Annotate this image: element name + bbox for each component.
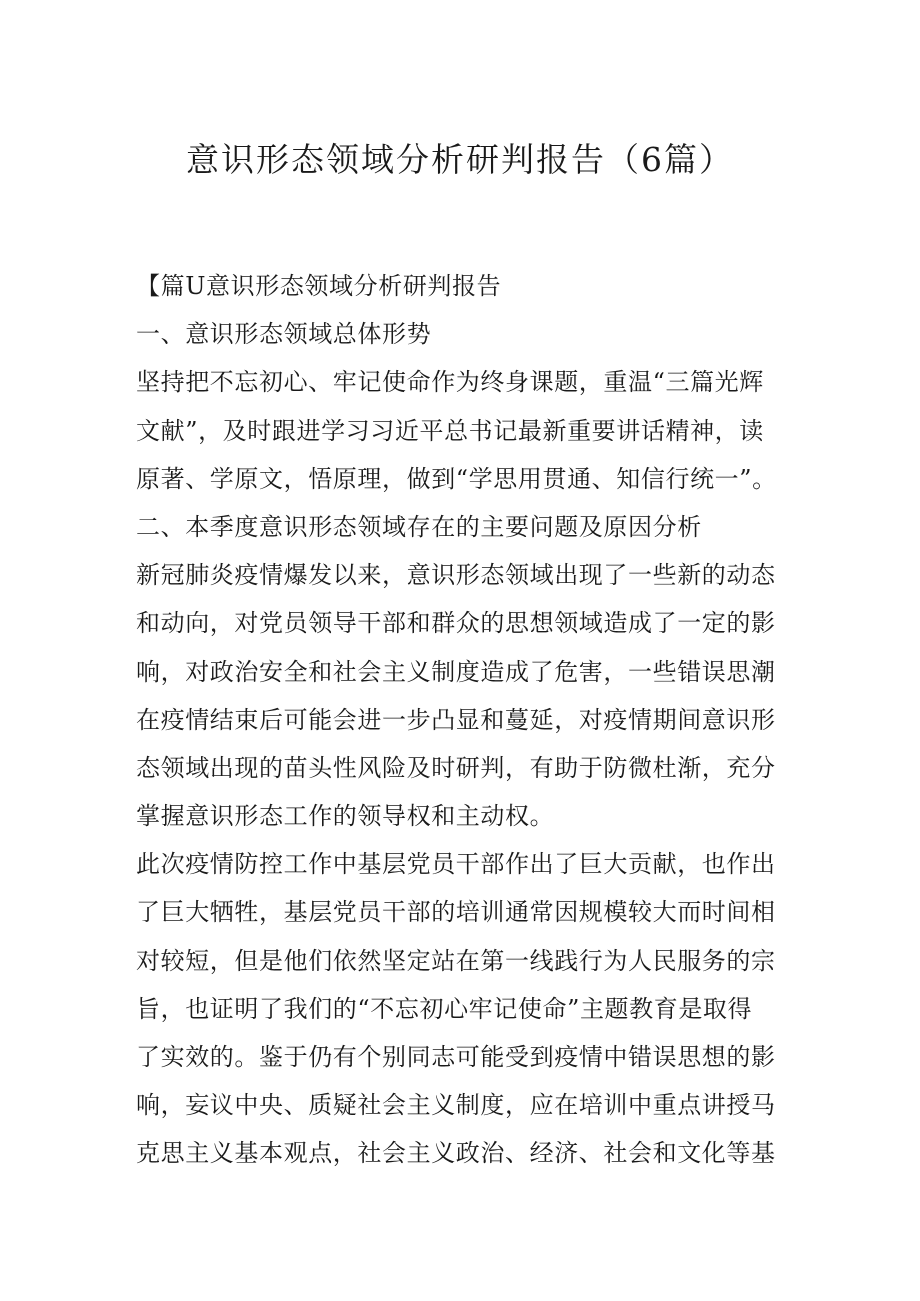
- paragraph-line: 态领域出现的苗头性风险及时研判，有助于防微杜渐，充分: [136, 753, 776, 782]
- paragraph-line: 了实效的。鉴于仍有个别同志可能受到疫情中错误思想的影: [136, 1043, 776, 1071]
- section-heading-2: 二、本季度意识形态领域存在的主要问题及原因分析: [136, 512, 702, 541]
- paragraph-line: 了巨大牺牲，基层党员干部的培训通常因规模较大而时间相: [136, 898, 776, 927]
- section-heading-1: 一、意识形态领域总体形势: [136, 320, 432, 349]
- paragraph-line: 对较短，但是他们依然坚定站在第一线践行为人民服务的宗: [136, 946, 776, 975]
- paragraph-line: 原著、学原文，悟原理，做到“学思用贯通、知信行统一”。: [136, 464, 777, 493]
- paragraph-line: 响，妄议中央、质疑社会主义制度，应在培训中重点讲授马: [136, 1091, 776, 1120]
- section-heading-article-1: 【篇U意识形态领域分析研判报告: [136, 272, 502, 300]
- paragraph-line: 新冠肺炎疫情爆发以来，意识形态领域出现了一些新的动态: [136, 561, 776, 590]
- paragraph-line: 此次疫情防控工作中基层党员干部作出了巨大贡献，也作出: [136, 850, 776, 879]
- paragraph-line: 和动向，对党员领导干部和群众的思想领域造成了一定的影: [136, 609, 776, 638]
- paragraph-line: 响，对政治安全和社会主义制度造成了危害，一些错误思潮: [136, 657, 776, 686]
- paragraph-line: 坚持把不忘初心、牢记使命作为终身课题，重温“三篇光辉: [136, 368, 764, 397]
- paragraph-line: 克思主义基本观点，社会主义政治、经济、社会和文化等基: [136, 1139, 776, 1168]
- paragraph-line: 旨，也证明了我们的“不忘初心牢记使命”主题教育是取得: [136, 994, 753, 1023]
- paragraph-line: 掌握意识形态工作的领导权和主动权。: [136, 802, 555, 831]
- paragraph-line: 文献”，及时跟进学习习近平总书记最新重要讲话精神，读: [136, 416, 764, 445]
- document-body: [136, 262, 796, 1178]
- document-title: 意识形态领域分析研判报告（6篇）: [186, 140, 734, 179]
- paragraph-line: 在疫情结束后可能会进一步凸显和蔓延，对疫情期间意识形: [136, 705, 776, 734]
